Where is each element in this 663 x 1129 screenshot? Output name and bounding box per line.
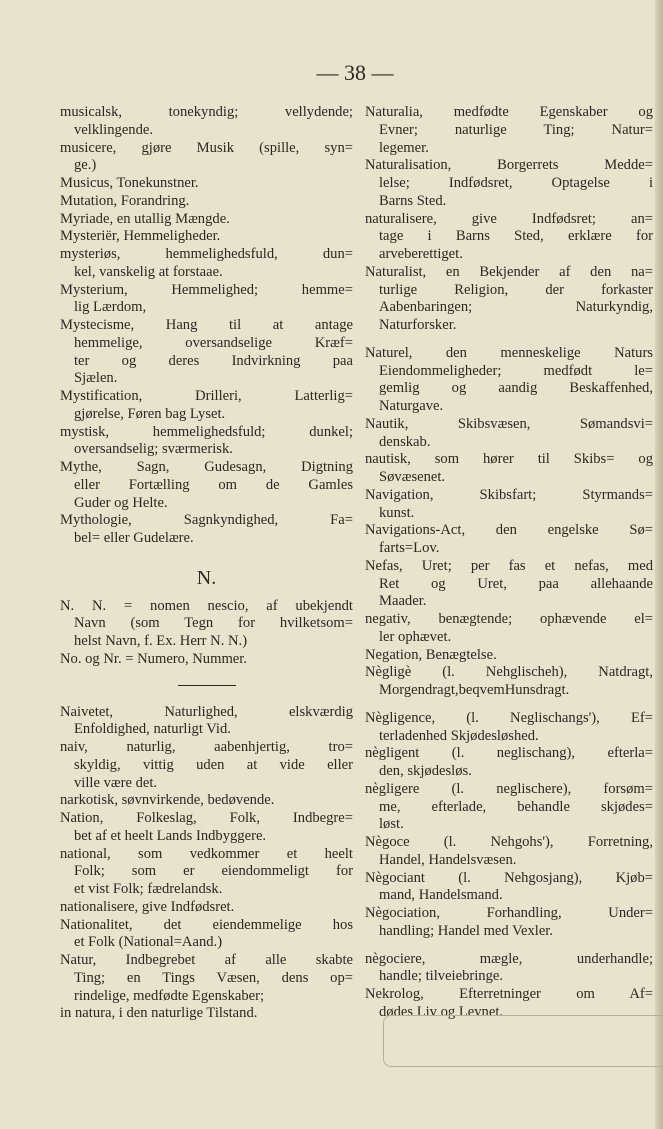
entry-continuation: Naturgave. — [379, 398, 444, 414]
entry-continuation: dødes Liv og Levnet. — [379, 1003, 504, 1020]
entry-continuation: oversandselig; sværmerisk. — [74, 441, 233, 458]
entry-continuation: eller Fortælling om de Gamles — [74, 476, 353, 493]
entry-headline: nationalisere, give Indfødsret. — [60, 898, 235, 915]
dictionary-entry — [365, 487, 653, 523]
entry-continuation: lelse; Indfødsret, Optagelse i — [379, 175, 653, 191]
entry-headline: Nègoce (l. Nehgohs'), Forretning, — [365, 834, 653, 850]
entry-headline: national, som vedkommer et heelt — [60, 845, 353, 862]
dictionary-entry — [60, 846, 353, 899]
entry-continuation: ville være det. — [74, 774, 158, 791]
dictionary-entry — [365, 416, 653, 452]
entry-continuation: gemlig og aandig Beskaffenhed, — [379, 380, 653, 397]
entry-continuation: handling; Handel med Vexler. — [379, 922, 554, 939]
dictionary-entry — [60, 424, 353, 460]
dictionary-entry — [60, 388, 353, 424]
dictionary-entry — [60, 175, 353, 193]
entry-headline: mysteriøs, hemmelighedsfuld, dun= — [60, 246, 353, 262]
dictionary-entry — [365, 611, 653, 647]
dictionary-entry — [365, 451, 653, 487]
entry-continuation: rindelige, medfødte Egenskaber; — [74, 987, 265, 1004]
entries-n-continued — [365, 104, 653, 1022]
entry-continuation: hemmelige, oversandselige Kræf= — [74, 334, 353, 351]
dictionary-entry — [60, 140, 353, 176]
blank-frame — [383, 1015, 663, 1067]
dictionary-entry — [365, 710, 653, 746]
entry-headline: Mythe, Sagn, Gudesagn, Digtning — [60, 459, 353, 475]
section-divider — [178, 685, 236, 686]
entry-headline: Mysterium, Hemmelighed; hemme= — [60, 281, 353, 298]
entry-continuation: Morgendragt,beqvemHunsdragt. — [379, 682, 570, 698]
entry-continuation: ge.) — [74, 157, 97, 174]
dictionary-entry — [365, 870, 653, 906]
entry-continuation: tage i Barns Sted, erklære for — [379, 228, 653, 245]
entry-headline: Nationalitet, det eiendemmelige hos — [60, 916, 353, 933]
dictionary-entry — [365, 781, 653, 834]
entry-headline: naturalisere, give Indfødsret; an= — [365, 210, 653, 227]
entry-headline: Nekrolog, Efterretninger om Af= — [365, 986, 653, 1002]
entry-continuation: Navn (som Tegn for hvilketsom= — [74, 615, 353, 632]
entry-headline: narkotisk, søvnvirkende, bedøvende. — [60, 792, 275, 809]
dictionary-entry — [60, 1005, 353, 1023]
entry-continuation: Ret og Uret, paa allehaande — [379, 575, 653, 592]
entry-continuation: helst Navn, f. Ex. Herr N. N.) — [74, 633, 248, 649]
dictionary-entry — [365, 345, 653, 416]
entries-n — [60, 704, 353, 1024]
left-column — [60, 104, 353, 1023]
entry-continuation: kunst. — [379, 504, 415, 521]
entry-continuation: den, skjødesløs. — [379, 763, 472, 779]
dictionary-entry — [60, 917, 353, 953]
entry-headline: Mythologie, Sagnkyndighed, Fa= — [60, 512, 353, 529]
entry-headline: nègligere (l. neglischere), forsøm= — [365, 780, 653, 797]
dictionary-entry — [60, 651, 353, 669]
entries-m — [60, 104, 353, 548]
dictionary-entry — [60, 792, 353, 810]
entry-headline: Myriade, en utallig Mængde. — [60, 210, 230, 227]
entry-continuation: denskab. — [379, 433, 431, 450]
entry-headline: Nègociation, Forhandling, Under= — [365, 905, 653, 921]
entry-headline: musicalsk, tonekyndig; vellydende; — [60, 104, 353, 120]
entry-continuation: kel, vanskelig at forstaae. — [74, 263, 223, 280]
dictionary-entry — [60, 104, 353, 140]
entry-headline: nègociere, mægle, underhandle; — [365, 950, 653, 967]
dictionary-entry — [365, 558, 653, 611]
entry-headline: Negation, Benægtelse. — [365, 646, 497, 663]
entry-continuation: mand, Handelsmand. — [379, 887, 503, 904]
entry-headline: Nègligence, (l. Neglischangs'), Ef= — [365, 709, 653, 726]
right-column — [365, 104, 653, 1022]
entry-continuation: Søvæsenet. — [379, 469, 446, 485]
entry-continuation: Enfoldighed, naturligt Vid. — [74, 721, 231, 738]
entry-continuation: lig Lærdom, — [74, 299, 147, 316]
entry-continuation: bel= eller Gudelære. — [74, 530, 194, 546]
dictionary-entry — [60, 193, 353, 211]
section-letter: N. — [196, 566, 217, 589]
dictionary-entry — [60, 899, 353, 917]
dictionary-entry — [365, 834, 653, 870]
entry-headline: Mysteriër, Hemmeligheder. — [60, 228, 221, 245]
page-edge — [655, 0, 663, 1129]
dictionary-entry — [365, 664, 653, 700]
dictionary-entry — [365, 211, 653, 264]
entry-headline: Naturalist, en Bekjender af den na= — [365, 263, 653, 280]
entry-continuation: Maader. — [379, 593, 427, 610]
dictionary-entry — [365, 745, 653, 781]
page-number: — 38 — — [316, 60, 394, 85]
dictionary-entry — [60, 739, 353, 792]
entry-headline: Navigations-Act, den engelske Sø= — [365, 522, 653, 539]
dictionary-entry — [365, 264, 653, 335]
entry-continuation: terladenhed Skjødesløshed. — [379, 727, 539, 744]
entry-continuation: Guder og Helte. — [74, 494, 168, 511]
dictionary-entry — [365, 647, 653, 665]
entry-headline: Nautik, Skibsvæsen, Sømandsvi= — [365, 415, 653, 432]
entry-headline: Nègligè (l. Nehglischeh), Natdragt, — [365, 664, 653, 681]
entry-headline: musicere, gjøre Musik (spille, syn= — [60, 139, 353, 156]
entry-headline: naiv, naturlig, aabenhjertig, tro= — [60, 739, 353, 755]
dictionary-entry — [365, 522, 653, 558]
dictionary-entry — [60, 704, 353, 740]
entry-continuation: Sjælen. — [74, 370, 118, 387]
entry-headline: N. N. = nomen nescio, af ubekjendt — [60, 597, 353, 614]
entry-headline: mystisk, hemmelighedsfuld; dunkel; — [60, 423, 353, 440]
dictionary-entry — [365, 104, 653, 157]
dictionary-entry — [60, 246, 353, 282]
entry-continuation: et vist Folk; fædrelandsk. — [74, 881, 223, 897]
entry-headline: nautisk, som hører til Skibs= og — [365, 451, 653, 468]
entry-continuation: ler ophævet. — [379, 628, 452, 645]
dictionary-entry — [60, 317, 353, 388]
entry-continuation: skyldig, vittig uden at vide eller — [74, 756, 353, 773]
entry-continuation: et Folk (National=Aand.) — [74, 934, 223, 951]
entry-headline: Navigation, Skibsfart; Styrmands= — [365, 486, 653, 503]
entry-continuation: Handel, Handelsvæsen. — [379, 851, 517, 868]
entry-headline: Nation, Folkeslag, Folk, Indbegre= — [60, 810, 353, 826]
entry-continuation: Folk; som er eiendommeligt for — [74, 863, 353, 880]
dictionary-entry — [60, 598, 353, 651]
entry-continuation: velklingende. — [74, 121, 154, 138]
entry-continuation: arveberettiget. — [379, 246, 463, 262]
entry-headline: in natura, i den naturlige Tilstand. — [60, 1005, 258, 1022]
entry-headline: Musicus, Tonekunstner. — [60, 175, 199, 191]
entry-headline: Naturalisation, Borgerrets Medde= — [365, 157, 653, 174]
entry-headline: Naturalia, medfødte Egenskaber og — [365, 104, 653, 120]
entry-headline: Mystecisme, Hang til at antage — [60, 317, 353, 333]
entry-headline: negativ, benægtende; ophævende el= — [365, 611, 653, 627]
entries-abbreviations — [60, 598, 353, 669]
entry-headline: Mystification, Drilleri, Latterlig= — [60, 388, 353, 404]
entry-continuation: handle; tilveiebringe. — [379, 968, 504, 985]
entry-headline: Natur, Indbegrebet af alle skabte — [60, 952, 353, 968]
entry-continuation: Naturforsker. — [379, 317, 457, 333]
entry-continuation: turlige Religion, der forkaster — [379, 281, 653, 298]
dictionary-entry — [365, 157, 653, 210]
entry-headline: Nefas, Uret; per fas et nefas, med — [365, 557, 653, 574]
entry-continuation: gjørelse, Føren bag Lyset. — [74, 405, 226, 422]
entry-continuation: Eiendommeligheder; medfødt le= — [379, 362, 653, 379]
entry-continuation: me, efterlade, behandle skjødes= — [379, 798, 653, 815]
entry-continuation: ter og deres Indvirkning paa — [74, 352, 353, 369]
entry-continuation: Barns Sted. — [379, 192, 447, 209]
entry-continuation: løst. — [379, 816, 404, 833]
entry-headline: Naivetet, Naturlighed, elskværdig — [60, 703, 353, 720]
dictionary-entry — [60, 810, 353, 846]
entry-headline: Naturel, den menneskelige Naturs — [365, 344, 653, 361]
dictionary-entry — [60, 228, 353, 246]
entry-headline: nègligent (l. neglischang), efterla= — [365, 745, 653, 762]
entry-headline: No. og Nr. = Numero, Nummer. — [60, 650, 247, 667]
entry-continuation: Aabenbaringen; Naturkyndig, — [379, 299, 653, 316]
dictionary-entry — [60, 211, 353, 229]
entry-headline: Mutation, Forandring. — [60, 192, 190, 209]
entry-continuation: legemer. — [379, 139, 429, 156]
dictionary-entry — [60, 512, 353, 548]
entry-continuation: Evner; naturlige Ting; Natur= — [379, 121, 653, 138]
entry-continuation: bet af et heelt Lands Indbyggere. — [74, 827, 267, 844]
entry-continuation: farts=Lov. — [379, 540, 440, 556]
entry-continuation: Ting; en Tings Væsen, dens op= — [74, 969, 353, 986]
entry-headline: Nègociant (l. Nehgosjang), Kjøb= — [365, 869, 653, 886]
dictionary-entry — [60, 282, 353, 318]
dictionary-entry — [365, 905, 653, 941]
dictionary-entry — [60, 459, 353, 512]
dictionary-entry — [365, 951, 653, 987]
dictionary-entry — [60, 952, 353, 1005]
